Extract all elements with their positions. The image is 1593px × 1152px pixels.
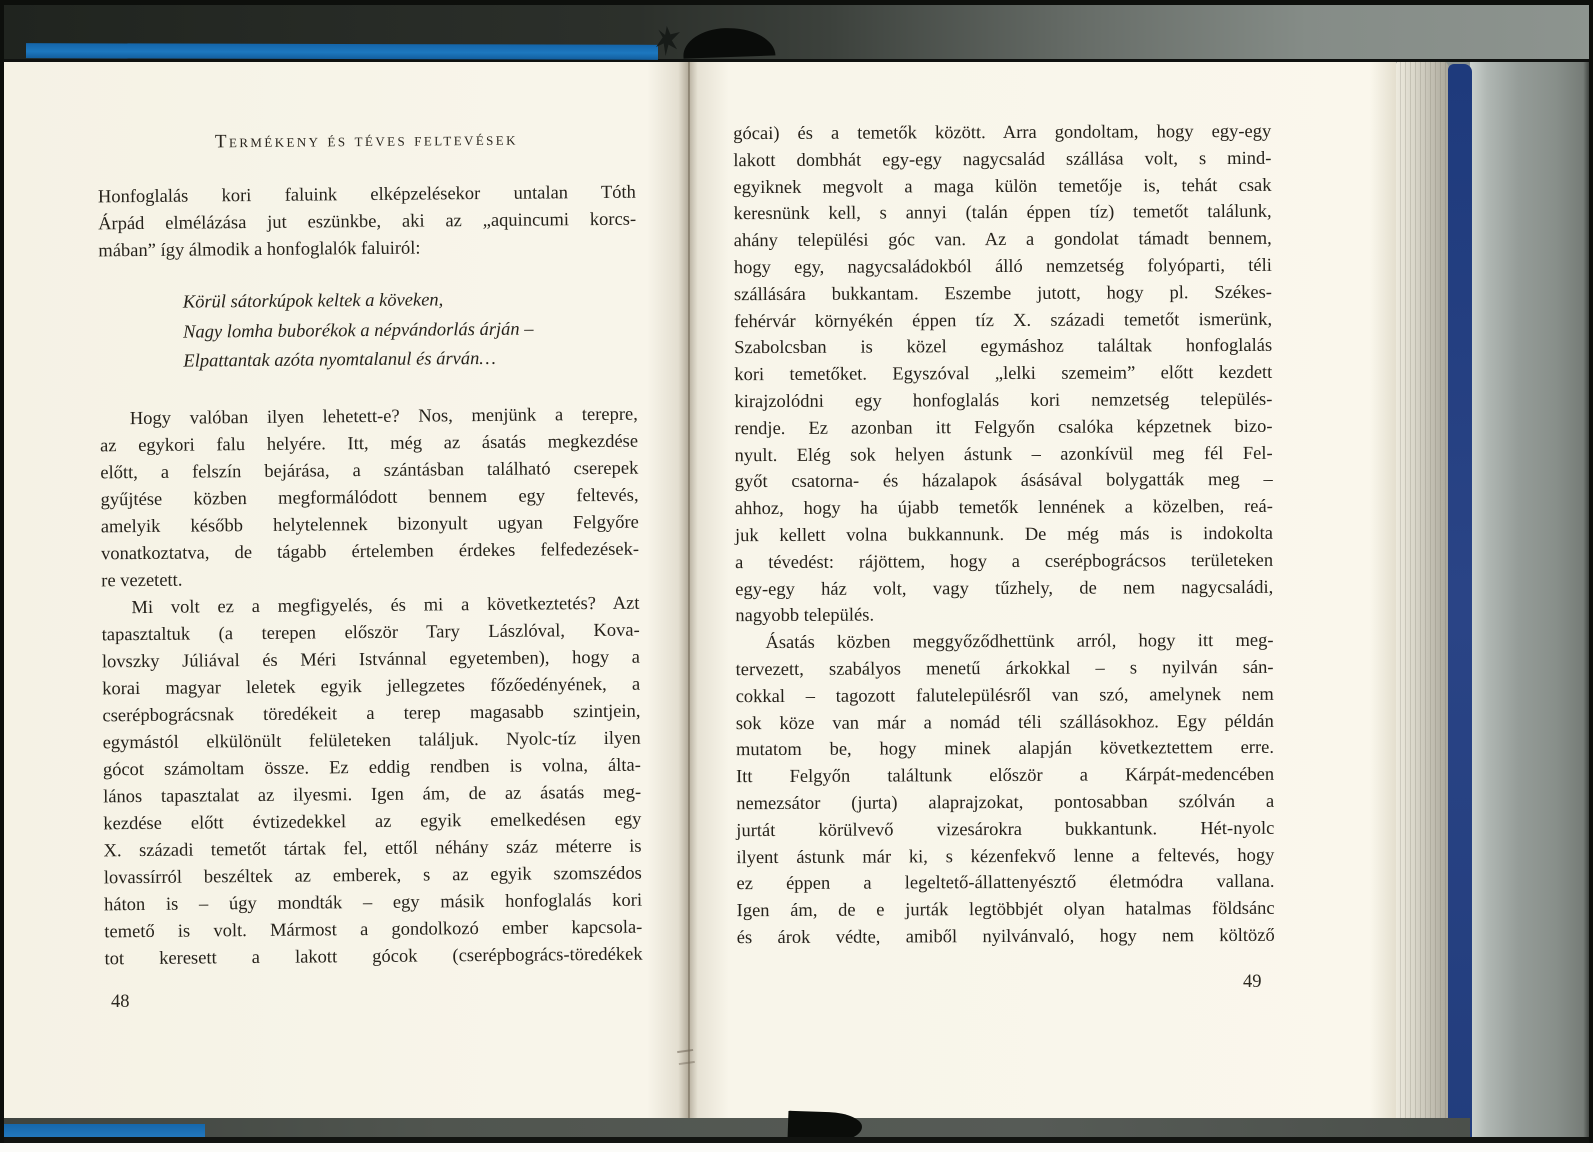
text-line: tervezett, szabályos menetű árkokkal – s nyilván sán- xyxy=(735,657,1274,681)
book-cover-edge-top xyxy=(26,43,658,60)
scanner-background xyxy=(1470,0,1593,1152)
text-line: fehérvár környékén éppen tíz X. századi temetőt ismerünk, xyxy=(734,309,1273,332)
paragraph xyxy=(733,119,1273,630)
page-edge-shading xyxy=(1370,56,1396,1122)
book-gutter-shadow xyxy=(647,56,729,1122)
text-line: ilyent ástunk már ki, s kézenfekvő lenne a feltevés, hogy xyxy=(736,845,1275,868)
text-line: cserépbográcsnak töredékeit a terep magasabb szintjein, xyxy=(102,701,641,726)
text-line: lovszky Júliával és Méri Istvánnal egyetemben), hogy a xyxy=(101,647,641,672)
text-line: jurtát körülvevő vizesárokra bukkantunk. Hét-nyolc xyxy=(736,818,1275,841)
text-line: a tévedést: rájöttem, hogy a cserépbográcsos területeken xyxy=(735,550,1274,573)
text-line: egy-egy ház volt, vagy tűzhely, de nem nagycsaládi, xyxy=(735,577,1274,600)
text-line: lakott dombhát egy-egy nagycsalád szállása volt, s mind- xyxy=(733,148,1272,171)
text-line: tot keresett a lakott gócok (cserépbogrács-töredékek xyxy=(104,944,643,969)
text-line: Elpattantak azóta nyomtalanul és árván… xyxy=(183,348,496,372)
text-line: Szabolcsban is közel egymáshoz találtak honfoglalás xyxy=(734,336,1273,359)
text-line: gócot számoltam össze. Ez eddig rendben is volna, álta- xyxy=(102,755,641,780)
text-line: az egykori falu helyére. Itt, még az ásatás megkezdése xyxy=(99,431,639,456)
text-line: előtt, a felszín bejárása, a szántásban található cserepek xyxy=(100,458,639,483)
text-line: és árok védte, amiből nyilvánvaló, hogy nem költöző xyxy=(736,925,1275,949)
paragraph xyxy=(101,590,642,973)
text-line: mutatom be, hogy minek alapján következtettem erre. xyxy=(735,738,1274,761)
text-line: Nagy lomha buborékok a népvándorlás árján – xyxy=(183,319,534,343)
text-line: Körül sátorkúpok keltek a köveken, xyxy=(182,290,444,313)
page-number-left: 48 xyxy=(111,992,130,1012)
text-line: ez éppen a legeltető-állattenyésztő életmódra vallana. xyxy=(736,872,1275,895)
text-line: nyult. Elég sok helyen ástunk – azonkívül meg fél Fel- xyxy=(734,443,1273,466)
text-line: keresnünk kell, s annyi (talán éppen tíz) temetőt találunk, xyxy=(733,202,1272,225)
book-cover-edge-bottom xyxy=(0,1124,205,1137)
text-line: egyiknek megvolt a maga külön temetője is, tehát csak xyxy=(733,175,1272,198)
text-line: Honfoglalás kori faluink elképzelésekor untalan Tóth xyxy=(97,182,636,208)
open-pages-spread xyxy=(2,56,1396,1122)
text-line: mában” így álmodik a honfoglalók faluiról: xyxy=(98,238,421,262)
text-line: Mi volt ez a megfigyelés, és mi a következtetés? Azt xyxy=(131,593,640,618)
text-line: tapasztaltuk (a terepen először Tary Lászlóval, Kova- xyxy=(101,620,640,645)
text-line: háton is – úgy mondták – egy másik honfoglalás kori xyxy=(103,890,643,915)
text-line: Itt Felgyőn találtunk először a Kárpát-medencében xyxy=(736,764,1275,788)
text-line: nemezsátor (jurta) alaprajzokat, pontosabban szólván a xyxy=(736,791,1275,815)
left-page xyxy=(97,128,642,973)
text-line: re vezetett. xyxy=(101,570,183,591)
text-line: egymástól elkülönült felületeken találjuk. Nyolc-tíz ilyen xyxy=(102,728,641,753)
text-line: juk kellett volna bukkannunk. De még más is indokolta xyxy=(734,523,1274,547)
text-line: kezdése előtt évtizedekkel az egyik emelkedésen egy xyxy=(103,809,642,834)
text-line: Ásatás közben meggyőződhettünk arról, hogy itt meg- xyxy=(765,630,1274,654)
text-line: X. századi temetőt tártak fel, ettől néhány száz méterre is xyxy=(103,836,642,861)
text-line: nagyobb település. xyxy=(735,605,875,627)
text-line: kirajzolódni egy honfoglalás kori nemzetség település- xyxy=(734,389,1273,413)
text-line: Hogy valóban ilyen lehetett-e? Nos, menjünk a terepre, xyxy=(129,404,638,429)
paragraph xyxy=(100,401,640,595)
chapter-heading: Termékeny és téves feltevések xyxy=(214,128,518,153)
text-line: rendje. Ez azonban itt Felgyőn csalóka képzetnek bizo- xyxy=(734,416,1273,439)
paragraph xyxy=(735,628,1274,952)
scan-artifact-marks xyxy=(677,1049,695,1065)
text-line: szállására bukkantam. Eszembe jutott, hogy pl. Székes- xyxy=(733,282,1272,305)
text-line: ahány települési góc van. Az a gondolat támadt bennem, xyxy=(733,229,1272,252)
scan-bottom-margin xyxy=(0,1143,1593,1152)
page-edges-stack xyxy=(1395,58,1450,1133)
page-number-right: 49 xyxy=(1243,972,1262,992)
text-line: gyűjtése közben megformálódott bennem egy feltevés, xyxy=(100,485,639,510)
text-line: temető is volt. Mármost a gondolkozó ember kapcsola- xyxy=(104,917,643,942)
text-line: vonatkoztatva, de tágabb értelemben érdekes felfedezések- xyxy=(100,539,640,564)
text-line: kori temetőket. Egyszóval „lelki szemeim” előtt kezdett xyxy=(734,362,1273,386)
text-line: Igen ám, de e jurták legtöbbjét olyan hatalmas földsánc xyxy=(736,898,1275,922)
poem-quote xyxy=(99,285,638,378)
right-page xyxy=(733,119,1275,952)
text-line: lovassírról beszéltek az emberek, s az egyik szomszédos xyxy=(103,863,642,888)
text-line: gócai) és a temetők között. Arra gondoltam, hogy egy-egy xyxy=(733,121,1272,145)
text-line: győt csatorna- és házalapok ásásával bolygatták meg – xyxy=(734,470,1273,493)
book-cover-edge-right xyxy=(1448,64,1472,1142)
text-line: sok köze van már a nomád téli szállásokhoz. Egy példán xyxy=(735,711,1274,734)
text-line: lános tapasztalat az ilyesmi. Igen ám, de az ásatás meg- xyxy=(103,782,642,807)
text-line: amelyik később helytelennek bizonyult ugyan Felgyőre xyxy=(100,512,639,537)
text-line: korai magyar leletek egyik jellegzetes főzőedényének, a xyxy=(102,674,641,699)
paragraph xyxy=(98,180,637,266)
text-line: Árpád elmélázása jut eszünkbe, aki az „aquincumi korcs- xyxy=(98,209,637,235)
text-line: cokkal – tagozott falutelepülésről van szó, amelynek nem xyxy=(735,684,1274,707)
text-line: hogy egy, nagycsaládokból álló nemzetség folyóparti, téli xyxy=(733,255,1272,279)
text-line: ahhoz, hogy ha újabb temetők lennének a közelben, reá- xyxy=(734,496,1273,520)
